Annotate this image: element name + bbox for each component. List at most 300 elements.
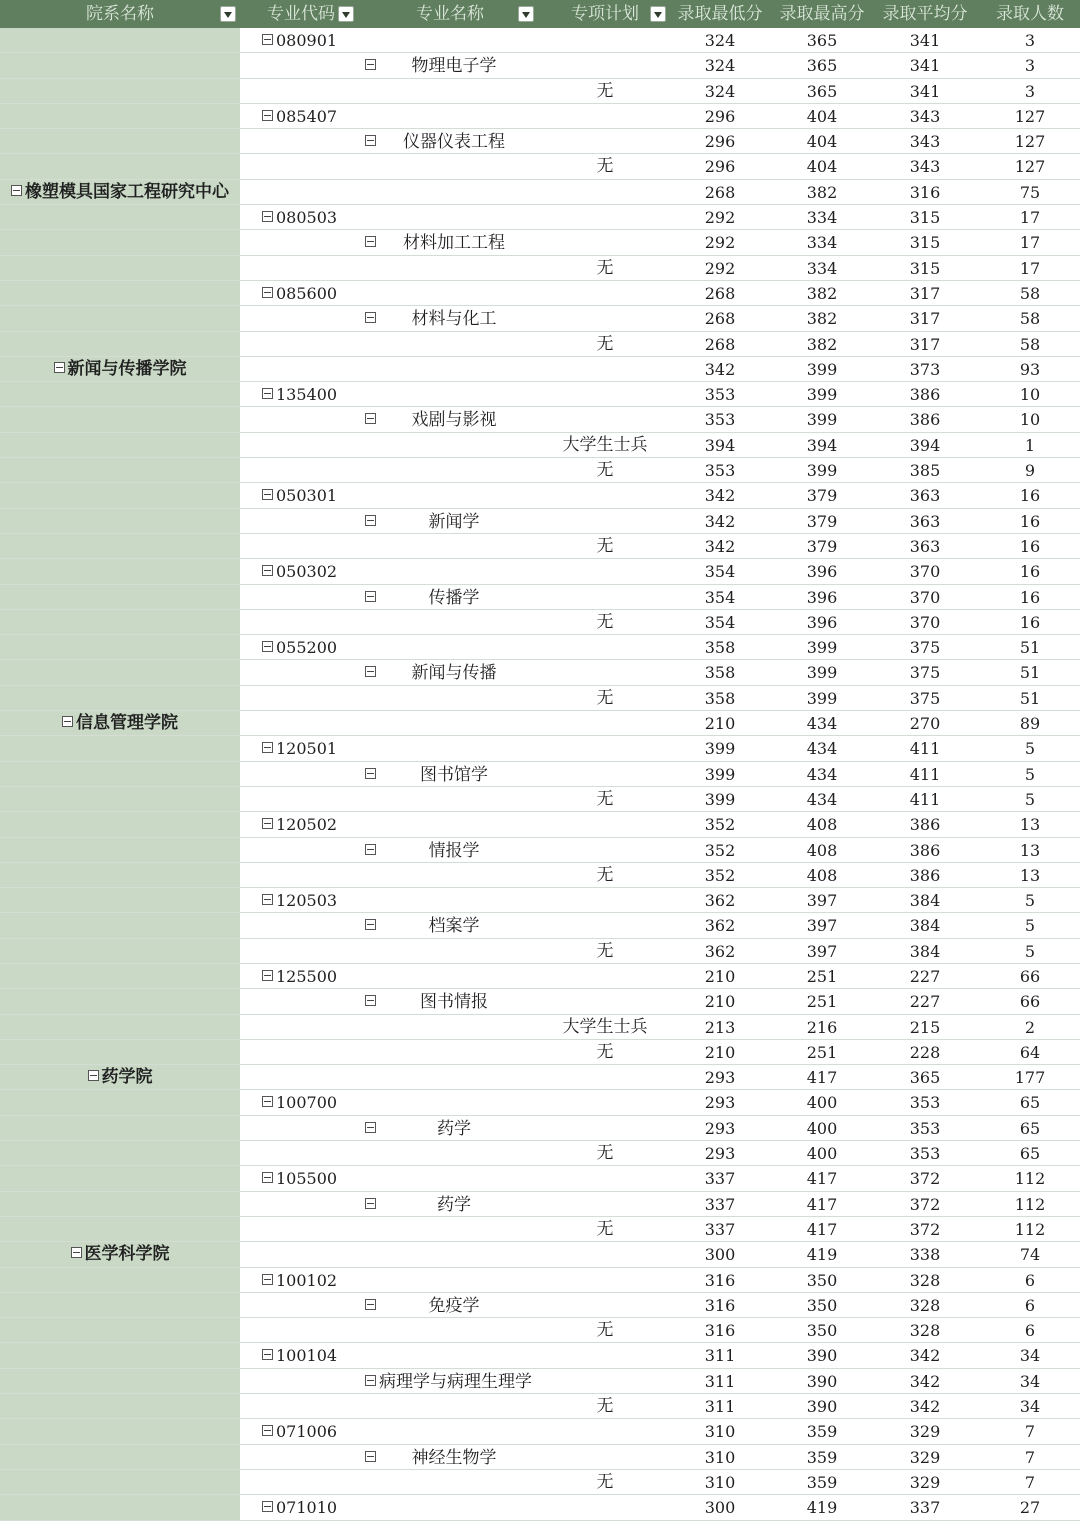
- table-row: [0, 1065, 1080, 1090]
- major-code-text: 085407: [276, 106, 338, 126]
- table-row: [0, 332, 1080, 357]
- collapse-icon[interactable]: [262, 818, 273, 829]
- collapse-icon[interactable]: [262, 1096, 273, 1107]
- max-score: 434: [806, 739, 838, 759]
- max-score: 382: [806, 334, 838, 354]
- table-row: [0, 888, 1080, 913]
- major-name-text: 新闻与传播: [411, 663, 497, 684]
- major-name-text: 戏剧与影视: [411, 410, 497, 431]
- major-name-text: 免疫学: [428, 1295, 480, 1316]
- major-code-text: 105500: [276, 1169, 338, 1189]
- table-row: [0, 154, 1080, 179]
- college-name: [4, 1065, 236, 1090]
- table-row: [0, 559, 1080, 584]
- table-row: [0, 1015, 1080, 1040]
- college-name: [4, 1242, 236, 1267]
- special-plan: 无: [596, 1471, 614, 1492]
- min-score: 311: [704, 1371, 736, 1391]
- admit-count: 5: [1024, 789, 1036, 809]
- avg-score: 317: [909, 309, 941, 329]
- header-count: 录取人数: [996, 4, 1064, 23]
- min-score: 399: [704, 789, 736, 809]
- admit-count: 65: [1019, 1093, 1041, 1113]
- min-score: 352: [704, 865, 736, 885]
- max-score: 397: [806, 916, 838, 936]
- special-plan: 无: [596, 864, 614, 885]
- avg-score: 315: [909, 258, 941, 278]
- admit-count: 58: [1019, 283, 1041, 303]
- avg-score: 384: [909, 891, 941, 911]
- min-score: 268: [704, 334, 736, 354]
- major-name: [365, 1445, 545, 1470]
- admit-count: 9: [1024, 461, 1036, 481]
- admit-count: 34: [1019, 1397, 1041, 1417]
- collapse-icon[interactable]: [365, 1375, 376, 1386]
- major-name: [365, 660, 545, 685]
- avg-score: 411: [909, 789, 941, 809]
- table-row: [0, 787, 1080, 812]
- min-score: 292: [704, 208, 736, 228]
- special-plan: 无: [596, 1396, 614, 1417]
- collapse-icon[interactable]: [262, 489, 273, 500]
- major-code: [262, 1166, 337, 1191]
- avg-score: 337: [909, 1498, 941, 1518]
- major-code: [262, 964, 337, 989]
- max-score: 408: [806, 840, 838, 860]
- avg-score: 353: [909, 1093, 941, 1113]
- major-code-text: 055200: [276, 638, 338, 658]
- collapse-icon[interactable]: [262, 565, 273, 576]
- collapse-icon[interactable]: [11, 185, 22, 196]
- special-plan: 无: [596, 687, 614, 708]
- major-code: [262, 104, 337, 129]
- major-name: [365, 1369, 545, 1394]
- major-name: [365, 913, 545, 938]
- collapse-icon[interactable]: [365, 1198, 376, 1209]
- collapse-icon[interactable]: [262, 641, 273, 652]
- major-code: [262, 28, 337, 53]
- min-score: 324: [704, 56, 736, 76]
- admit-count: 5: [1024, 916, 1036, 936]
- collapse-icon[interactable]: [365, 919, 376, 930]
- collapse-icon[interactable]: [262, 1425, 273, 1436]
- special-plan: 无: [596, 1320, 614, 1341]
- college-name-text: 药学院: [101, 1067, 153, 1088]
- major-name-text: 新闻学: [428, 511, 480, 532]
- major-code: [262, 812, 337, 837]
- collapse-icon[interactable]: [262, 1349, 273, 1360]
- major-name: [365, 1116, 545, 1141]
- min-score: 293: [704, 1068, 736, 1088]
- avg-score: 394: [909, 435, 941, 455]
- college-name: [4, 180, 236, 205]
- avg-score: 386: [909, 840, 941, 860]
- avg-score: 341: [909, 56, 941, 76]
- special-plan: 无: [596, 156, 614, 177]
- table-row: [0, 635, 1080, 660]
- collapse-icon[interactable]: [62, 716, 73, 727]
- admit-count: 127: [1014, 157, 1046, 177]
- max-score: 365: [806, 56, 838, 76]
- special-plan: 无: [596, 1143, 614, 1164]
- major-code-text: 080901: [276, 31, 338, 50]
- special-plan: 无: [596, 257, 614, 278]
- avg-score: 373: [909, 359, 941, 379]
- major-code-text: 120503: [276, 891, 338, 911]
- collapse-icon[interactable]: [365, 413, 376, 424]
- admit-count: 34: [1019, 1346, 1041, 1366]
- min-score: 293: [704, 1118, 736, 1138]
- collapse-icon[interactable]: [365, 768, 376, 779]
- avg-score: 228: [909, 1042, 941, 1062]
- avg-score: 338: [909, 1245, 941, 1265]
- max-score: 382: [806, 182, 838, 202]
- min-score: 399: [704, 739, 736, 759]
- avg-score: 372: [909, 1194, 941, 1214]
- major-code-text: 120502: [276, 815, 338, 835]
- min-score: 210: [704, 966, 736, 986]
- admit-count: 74: [1019, 1245, 1041, 1265]
- table-row: [0, 1242, 1080, 1267]
- collapse-icon[interactable]: [262, 894, 273, 905]
- major-code-text: 120501: [276, 739, 338, 759]
- collapse-icon[interactable]: [54, 362, 65, 373]
- min-score: 353: [704, 461, 736, 481]
- collapse-icon[interactable]: [262, 1172, 273, 1183]
- max-score: 419: [806, 1498, 838, 1518]
- admit-count: 2: [1024, 1017, 1036, 1037]
- table-row: [0, 1445, 1080, 1470]
- min-score: 300: [704, 1245, 736, 1265]
- special-plan: 无: [596, 80, 614, 101]
- major-name: [365, 509, 545, 534]
- min-score: 300: [704, 1498, 736, 1518]
- collapse-icon[interactable]: [71, 1247, 82, 1258]
- collapse-icon[interactable]: [262, 287, 273, 298]
- table-row: [0, 382, 1080, 407]
- avg-score: 342: [909, 1346, 941, 1366]
- min-score: 296: [704, 157, 736, 177]
- major-code-text: 071010: [276, 1498, 338, 1518]
- college-name-text: 新闻与传播学院: [67, 358, 187, 379]
- major-code: [262, 1419, 337, 1444]
- admit-count: 16: [1019, 511, 1041, 531]
- table-row: [0, 989, 1080, 1014]
- table-header: [0, 0, 1080, 28]
- major-name: [365, 585, 545, 610]
- min-score: 293: [704, 1093, 736, 1113]
- max-score: 334: [806, 208, 838, 228]
- collapse-icon[interactable]: [262, 742, 273, 753]
- admit-count: 64: [1019, 1042, 1041, 1062]
- avg-score: 329: [909, 1422, 941, 1442]
- collapse-icon[interactable]: [262, 970, 273, 981]
- avg-score: 411: [909, 739, 941, 759]
- admit-count: 5: [1024, 891, 1036, 911]
- major-code: [262, 483, 337, 508]
- collapse-icon[interactable]: [262, 110, 273, 121]
- admit-count: 17: [1019, 258, 1041, 278]
- table-row: [0, 306, 1080, 331]
- min-score: 324: [704, 31, 736, 50]
- table-row: [0, 736, 1080, 761]
- admit-count: 177: [1014, 1068, 1046, 1088]
- avg-score: 316: [909, 182, 941, 202]
- admit-count: 66: [1019, 966, 1041, 986]
- min-score: 399: [704, 764, 736, 784]
- avg-score: 227: [909, 992, 941, 1012]
- min-score: 352: [704, 840, 736, 860]
- collapse-icon[interactable]: [365, 59, 376, 70]
- table-row: [0, 1343, 1080, 1368]
- min-score: 296: [704, 106, 736, 126]
- avg-score: 341: [909, 31, 941, 50]
- table-row: [0, 1318, 1080, 1343]
- major-code-text: 050302: [276, 562, 338, 582]
- table-row: [0, 1394, 1080, 1419]
- admit-count: 10: [1019, 410, 1041, 430]
- avg-score: 343: [909, 132, 941, 152]
- max-score: 417: [806, 1219, 838, 1239]
- min-score: 316: [704, 1295, 736, 1315]
- min-score: 337: [704, 1219, 736, 1239]
- admit-count: 89: [1019, 714, 1041, 734]
- admit-count: 51: [1019, 638, 1041, 658]
- collapse-icon[interactable]: [365, 591, 376, 602]
- min-score: 210: [704, 1042, 736, 1062]
- special-plan: 无: [596, 333, 614, 354]
- table-row: [0, 1166, 1080, 1191]
- avg-score: 365: [909, 1068, 941, 1088]
- major-name: [365, 762, 545, 787]
- avg-score: 329: [909, 1472, 941, 1492]
- table-row: [0, 407, 1080, 432]
- collapse-icon[interactable]: [262, 388, 273, 399]
- max-score: 394: [806, 435, 838, 455]
- collapse-icon[interactable]: [262, 34, 273, 45]
- max-score: 350: [806, 1321, 838, 1341]
- min-score: 292: [704, 233, 736, 253]
- table-row: [0, 1141, 1080, 1166]
- avg-score: 363: [909, 486, 941, 506]
- avg-score: 315: [909, 233, 941, 253]
- admit-count: 5: [1024, 941, 1036, 961]
- max-score: 359: [806, 1472, 838, 1492]
- major-name-text: 情报学: [428, 840, 480, 861]
- admit-count: 7: [1024, 1422, 1036, 1442]
- major-code: [262, 888, 337, 913]
- max-score: 434: [806, 789, 838, 809]
- avg-score: 315: [909, 208, 941, 228]
- header-college: 院系名称: [86, 4, 154, 23]
- major-name-text: 物理电子学: [411, 56, 497, 77]
- filter-dropdown-icon[interactable]: [518, 6, 534, 22]
- special-plan: 无: [596, 611, 614, 632]
- min-score: 268: [704, 182, 736, 202]
- admit-count: 65: [1019, 1144, 1041, 1164]
- table-row: [0, 180, 1080, 205]
- table-row: [0, 357, 1080, 382]
- max-score: 390: [806, 1346, 838, 1366]
- collapse-icon[interactable]: [262, 211, 273, 222]
- table-row: [0, 838, 1080, 863]
- avg-score: 353: [909, 1118, 941, 1138]
- avg-score: 329: [909, 1447, 941, 1467]
- max-score: 379: [806, 536, 838, 556]
- avg-score: 386: [909, 410, 941, 430]
- table-row: [0, 281, 1080, 306]
- min-score: 358: [704, 638, 736, 658]
- admit-count: 58: [1019, 309, 1041, 329]
- admit-count: 112: [1014, 1219, 1046, 1239]
- avg-score: 227: [909, 966, 941, 986]
- avg-score: 270: [909, 714, 941, 734]
- admit-count: 16: [1019, 612, 1041, 632]
- admit-count: 13: [1019, 840, 1041, 860]
- avg-score: 385: [909, 461, 941, 481]
- special-plan: 无: [596, 1041, 614, 1062]
- max-score: 397: [806, 941, 838, 961]
- admit-count: 1: [1024, 435, 1036, 455]
- max-score: 216: [806, 1017, 838, 1037]
- avg-score: 386: [909, 385, 941, 405]
- max-score: 434: [806, 714, 838, 734]
- major-name-text: 药学: [437, 1118, 471, 1139]
- admit-count: 6: [1024, 1270, 1036, 1290]
- admit-count: 112: [1014, 1169, 1046, 1189]
- special-plan: 无: [596, 535, 614, 556]
- college-name: [4, 711, 236, 736]
- collapse-icon[interactable]: [365, 312, 376, 323]
- avg-score: 328: [909, 1321, 941, 1341]
- major-name-text: 传播学: [428, 587, 480, 608]
- major-name: [365, 838, 545, 863]
- table-row: [0, 863, 1080, 888]
- major-name: [365, 306, 545, 331]
- collapse-icon[interactable]: [365, 515, 376, 526]
- table-row: [0, 812, 1080, 837]
- avg-score: 215: [909, 1017, 941, 1037]
- collapse-icon[interactable]: [365, 236, 376, 247]
- table-row: [0, 1217, 1080, 1242]
- min-score: 362: [704, 891, 736, 911]
- collapse-icon[interactable]: [365, 666, 376, 677]
- collapse-icon[interactable]: [365, 1122, 376, 1133]
- avg-score: 372: [909, 1219, 941, 1239]
- table-row: [0, 53, 1080, 78]
- special-plan: 无: [596, 460, 614, 481]
- admit-count: 13: [1019, 815, 1041, 835]
- avg-score: 372: [909, 1169, 941, 1189]
- min-score: 342: [704, 486, 736, 506]
- max-score: 251: [806, 992, 838, 1012]
- max-score: 400: [806, 1093, 838, 1113]
- admit-count: 34: [1019, 1371, 1041, 1391]
- avg-score: 384: [909, 916, 941, 936]
- max-score: 399: [806, 359, 838, 379]
- admit-count: 6: [1024, 1295, 1036, 1315]
- filter-dropdown-icon[interactable]: [338, 6, 354, 22]
- collapse-icon[interactable]: [365, 1299, 376, 1310]
- table-row: [0, 104, 1080, 129]
- max-score: 365: [806, 81, 838, 101]
- admit-count: 5: [1024, 764, 1036, 784]
- min-score: 362: [704, 941, 736, 961]
- avg-score: 375: [909, 688, 941, 708]
- avg-score: 317: [909, 334, 941, 354]
- avg-score: 370: [909, 562, 941, 582]
- table-row: [0, 1192, 1080, 1217]
- min-score: 311: [704, 1397, 736, 1417]
- min-score: 311: [704, 1346, 736, 1366]
- admit-count: 13: [1019, 865, 1041, 885]
- collapse-icon[interactable]: [365, 844, 376, 855]
- max-score: 390: [806, 1371, 838, 1391]
- table-row: [0, 433, 1080, 458]
- collapse-icon[interactable]: [365, 1451, 376, 1462]
- avg-score: 342: [909, 1397, 941, 1417]
- major-name-text: 材料加工工程: [403, 233, 505, 254]
- admit-count: 7: [1024, 1472, 1036, 1492]
- min-score: 353: [704, 410, 736, 430]
- collapse-icon[interactable]: [262, 1501, 273, 1512]
- min-score: 296: [704, 132, 736, 152]
- admit-count: 3: [1024, 81, 1036, 101]
- major-code-text: 100700: [276, 1093, 338, 1113]
- avg-score: 386: [909, 815, 941, 835]
- min-score: 213: [704, 1017, 736, 1037]
- admit-count: 6: [1024, 1321, 1036, 1341]
- major-code-text: 125500: [276, 966, 338, 986]
- special-plan: 无: [596, 940, 614, 961]
- major-code: [262, 281, 337, 306]
- table-row: [0, 585, 1080, 610]
- table-row: [0, 939, 1080, 964]
- filter-dropdown-icon[interactable]: [650, 6, 666, 22]
- special-plan: 大学生士兵: [562, 434, 648, 455]
- admit-count: 3: [1024, 31, 1036, 50]
- min-score: 310: [704, 1422, 736, 1442]
- table-row: [0, 205, 1080, 230]
- collapse-icon[interactable]: [262, 1274, 273, 1285]
- major-code-text: 085600: [276, 283, 338, 303]
- header-max-score: 录取最高分: [779, 4, 865, 23]
- admit-count: 5: [1024, 739, 1036, 759]
- major-code-text: 100104: [276, 1346, 338, 1366]
- major-code-text: 071006: [276, 1422, 338, 1442]
- admit-count: 3: [1024, 56, 1036, 76]
- table-row: [0, 1293, 1080, 1318]
- filter-dropdown-icon[interactable]: [220, 6, 236, 22]
- admit-count: 58: [1019, 334, 1041, 354]
- special-plan: 无: [596, 1218, 614, 1239]
- min-score: 268: [704, 309, 736, 329]
- max-score: 379: [806, 511, 838, 531]
- avg-score: 384: [909, 941, 941, 961]
- collapse-icon[interactable]: [365, 995, 376, 1006]
- max-score: 408: [806, 815, 838, 835]
- max-score: 399: [806, 461, 838, 481]
- table-row: [0, 1470, 1080, 1495]
- max-score: 404: [806, 157, 838, 177]
- max-score: 396: [806, 562, 838, 582]
- min-score: 362: [704, 916, 736, 936]
- collapse-icon[interactable]: [365, 135, 376, 146]
- major-name: [365, 989, 545, 1014]
- table-row: [0, 1116, 1080, 1141]
- collapse-icon[interactable]: [88, 1070, 99, 1081]
- header-min-score: 录取最低分: [677, 4, 763, 23]
